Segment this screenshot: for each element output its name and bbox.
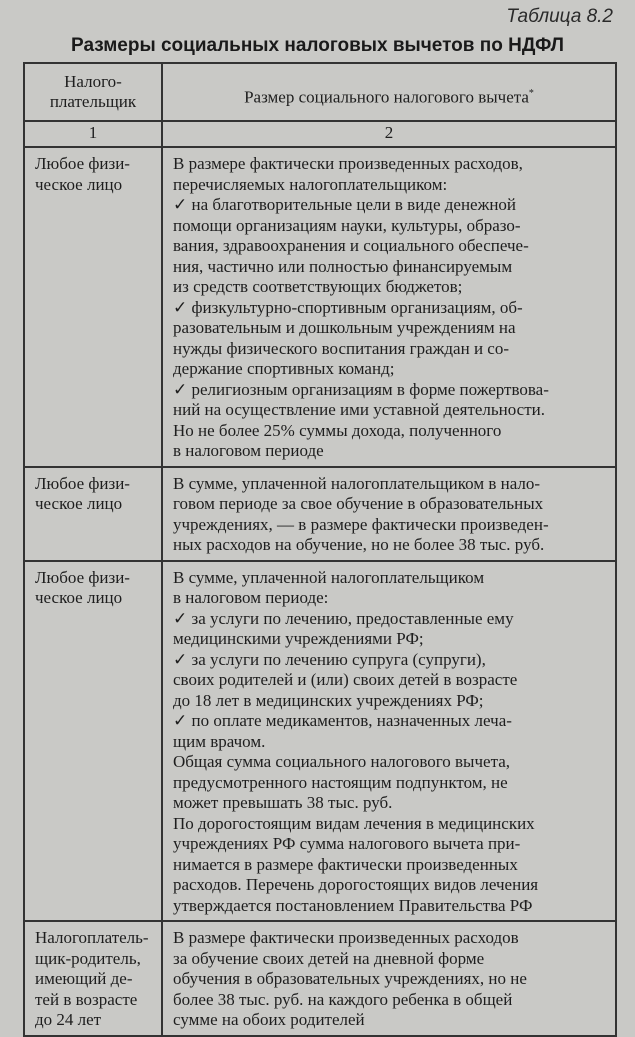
row-payer: Любое физи- ческое лицо [25,148,163,466]
deductions-table [23,62,617,1037]
header-deduction-label: Размер социального налогового вычета [244,87,529,107]
table-row [25,468,615,562]
row-payer: Любое физи- ческое лицо [25,562,163,921]
column-number-row [25,122,615,148]
table-header-row [25,64,615,122]
table-row [25,562,615,923]
table-row [25,148,615,468]
header-deduction-size [163,64,615,120]
row-payer: Любое физи- ческое лицо [25,468,163,560]
header-payer: Налого- плательщик [25,64,163,120]
table-label: Таблица 8.2 [506,6,613,27]
table-row [25,922,615,1035]
row-deduction [163,468,615,560]
row-deduction-text: В размере фактически произведенных расходов за обучение своих детей на дневной форме обучения в образовательных учреждениях, но не более 38 тыс. руб. на каждого ребенка в общей сумме на обоих родителей [173,928,527,1029]
row-payer: Налогоплатель- щик-родитель, имеющий де- тей в возрасте до 24 лет [25,922,163,1035]
row-deduction-text: В сумме, уплаченной налогоплательщиком в налоговом периоде: ✓ за услуги по лечению, предоставленные ему медицинскими учреждениями РФ; ✓ за услуги по лечению супруга (супруги), своих родителей и (или) своих детей в возрасте до 18 лет в медицинских учреждениях РФ; ✓ по оплате медикаментов, назначенных леча- щим врачом. Общая сумма социального налогового вычета, предусмотренного настоящим подпунктом, не может превышать 38 тыс. руб. По дорогостоящим видам лечения в медицинских учреждениях РФ сумма налогового вычета при- нимается в размере фактически произведенных расходов. Перечень дорогостоящих видов лечения утверждается постановлением Правительства РФ [173,567,539,915]
column-number-2: 2 [384,123,394,142]
table-title: Размеры социальных налоговых вычетов по НДФЛ [71,35,564,56]
row-deduction-text: В размере фактически произведенных расходов, перечисляемых налогоплательщиком: ✓ на благотворительные цели в виде денежной помощи организациям науки, культуры, образо- вания, здравоохранения и социального обеспече- ния, частично или полностью финансируемым из средств соответствующих бюджетов; ✓ физкультурно-спортивным организациям, об- разовательным и дошкольным учреждениям на нужды физического воспитания граждан и со- держание спортивных команд; ✓ религиозным организациям в форме пожертвова- ний на осуществление ими уставной деятельности. Но не более 25% суммы дохода, полученного в налоговом периоде [173,154,549,460]
row-deduction [163,148,615,466]
row-deduction [163,922,615,1035]
column-number-1: 1 [25,122,163,146]
row-deduction [163,562,615,921]
row-deduction-text: В сумме, уплаченной налогоплательщиком в нало- говом периоде за свое обучение в образовательных учреждениях, — в размере фактически произведен- ных расходов на обучение, но не более 38 тыс. руб. [173,473,549,554]
header-footnote-mark: * [528,88,534,99]
